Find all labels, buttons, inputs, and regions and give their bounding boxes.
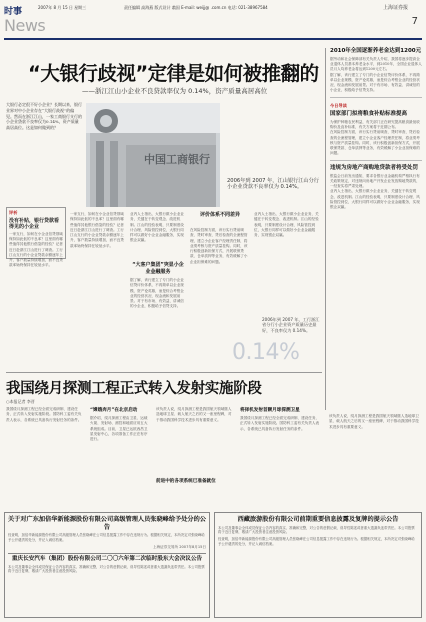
story2-column-3: 该负责人说，绕月探测工程是我国航天领域继人造地球卫星、载人航天之后的又一座里程碑，对于推动我国科学技术进步具有重要意义。 [156,407,232,422]
story2-headline: 我国绕月探测工程正式转入发射实施阶段 [6,381,262,397]
lead-intro: 大银行必定很不好小企业？长期以来，银行业界对中小企业存在“大银行歧视”的偏见。然而在浙江江山，一家工商银行支行的小企业贷款不良率仅为0.14%，资产质量高居高位。这是如何做到的？ [6,102,82,131]
notice-left [4,512,210,618]
lead-subhead-2: 评价体系不同差异 [199,212,240,218]
sidebar-headline-3: 违规为房地产商购地贷款者将受处罚 [330,164,419,171]
notice-2-title: 重庆长安汽车（集团）股份有限公司二〇〇六年第二次临时股东大会决议公告 [8,553,206,563]
notice-right [214,512,422,618]
lead-column-1: 一家支行，如何在小企业信贷领域保持如此低的不良率？这里面有哪些值得其他银行借鉴的经验？记者近日赴浙江江山进行了调查。工行江山支行的小企业贷款余额逐年上升，客户数量持续增加，而不良贷款率始终保持在较低水平。 [70,212,124,248]
comment-box [6,207,66,268]
photo-caption: 2006年到 2007 年，江山银行江山分行小企业贷款不良率仅为 0.14%。 [227,178,319,190]
bank-photo [86,103,220,207]
figure-note: 2006年到 2007 年，工行浙江省分行小企业资产质量历史最好，不良率仅为 0.14%。 [262,317,320,333]
sidebar-divider-2 [330,160,422,161]
masthead [4,4,422,44]
sidebar-divider [330,97,422,98]
sidebar-headline-1: 2010年全国逐渐养老金达到1200元 [330,48,422,54]
lead-column-2-top: 业内人士指出，大银行做小企业业务，关键在于转变观念、改进机制。江山的经验表明，只要制度设计合理、风险管控到位，大银行同样可以做好小企业金融服务，实现银企双赢。 [130,212,184,243]
story2-column-4: 我国绕月探测工程已经全面完成研制、建设任务，正式转入发射实施阶段。国防科工委有关负责人表示，各系统已具备执行发射任务的条件。 [240,416,320,431]
bank-sign-text: 中国工商银行 [144,153,210,166]
notice-1-title: 关于对广东加倍华新能源股份有限公司高级管理人员张晓峰给予处分的公告 [8,516,206,531]
notice-3-text-b: 经查明，加倍华新能源股份有限公司高级管理人员张晓峰在公司信息披露工作中存在违规行为。根据相关规定，本所决定对张晓峰给予公开谴责的处分，并记入诚信档案。 [218,537,415,546]
story2-byline: ○本报记者 李晋 [6,399,35,404]
sidebar-text-1: 据劳动和社会保障部有关负责人介绍，我国将逐步提高企业退休人员基本养老金水平，到2010年，全国企业退休人员月人均养老金将达到1200元左右。 [330,57,422,72]
page-number: 7 [411,16,418,27]
sidebar-text-1b: 据了解，该行建立了专门的小企业信贷评价体系，不再简单以企业规模、资产论英雄，而是综合考察企业的经营状况、现金流和发展前景。对于有市场、有效益、讲诚信的小企业，积极给予信贷支持。 [330,72,420,93]
notice-1-text: 经查明，加倍华新能源股份有限公司高级管理人员张晓峰在公司信息披露工作中存在违规行为。根据相关规定，本所决定对张晓峰给予公开谴责的处分，并记入诚信档案。 [8,533,205,542]
sidebar-headline-2: 国家部门拟将粮食补贴标准提高 [330,110,408,117]
masthead-rule [4,38,422,40]
paper-name: 上海证券报 [382,5,408,11]
lead-column-2: 据了解，该行建立了专门的小企业信贷评价体系，不再简单以企业规模、资产论英雄，而是综合考察企业的经营状况、现金流和发展前景。对于有市场、有效益、讲诚信的小企业，积极给予信贷支持。 [130,278,184,309]
section-name: 时事 [4,7,23,17]
sidebar-lower-text: 该负责人说，绕月探测工程是我国航天领域继人造地球卫星、载人航天之后的又一座里程碑，对于推动我国科学技术进步具有重要意义。 [329,414,419,429]
story2-column-2: 据介绍，绕月探测工程由卫星、运载火箭、发射场、测控和地面应用五大系统组成。目前，卫星已运抵西昌卫星发射中心，各项准备工作正在有序进行。 [90,416,148,442]
comment-headline: 没有补贴，银行贷款看得见的小企业 [9,218,60,230]
comment-text: 一家支行，如何在小企业信贷领域保持如此低的不良率？这里面有哪些值得其他银行借鉴的经验？记者近日赴浙江江山进行了调查。工行江山支行的小企业贷款余额逐年上升，客户数量持续增加，而不良贷款率始终保持在较低水平。 [9,232,63,268]
lead-column-3: 在风险控制方面，该行实行贷前调查、贷时审查、贷后检查的全流程管理，建立小企业客户经理责任制，将业绩考核与资产质量挂钩。同时，该行积极创新担保方式，开展联保贷款、仓单质押等业务，有效缓解了小企业担保难的问题。 [190,228,248,264]
sidebar-text-3b: 业内人士指出，大银行做小企业业务，关键在于转变观念、改进机制。江山的经验表明，只要制度设计合理、风险管控到位，大银行同样可以做好小企业金融服务，实现银企双赢。 [330,189,420,210]
big-figure: 0.14% [232,340,300,365]
desk-line: 责任编辑 高海燕 版式设计 翁国 E-mail: weijj@ .com.cn 电话: 021-38967584 [124,5,268,10]
story2-subhead-1: “嫦娥奔月”在北京启动 [90,408,138,413]
sidebar-text-3: 银监会日前发出通知，要求各银行业金融机构严格执行有关政策规定，对违规向房地产开发企业发放购地贷款的，一经查实将严肃处理。 [330,173,420,189]
notice-2-text: 本公司及董事会全体成员保证公告内容的真实、准确和完整，对公告的虚假记载、误导性陈述或者重大遗漏负连带责任。本公司股票将于近日复牌，敬请广大投资者注意投资风险。 [8,564,205,574]
story2-column-1: 我国绕月探测工程已经全面完成研制、建设任务，正式转入发射实施阶段。国防科工委有关负责人表示，各系统已具备执行发射任务的条件。 [6,407,82,422]
notice-1-footer: 上海证券交易所 2007年8月15日 [152,544,206,549]
date-line: 2007年 8 月 15 日 星期三 [38,5,87,10]
lead-subheadline: ——浙江江山小企业不良贷款率仅为 0.14%，资产质量高居高位 [82,87,268,95]
news-wordmark: News [4,16,46,35]
sidebar-text-2b: 在风险控制方面，该行实行贷前调查、贷时审查、贷后检查的全流程管理，建立小企业客户经理责任制，将业绩考核与资产质量挂钩。同时，该行积极创新担保方式，开展联保贷款、仓单质押等业务，有效缓解了小企业担保难的问题。 [330,130,420,156]
story2-subhead-3: 将择机发射首颗月球探测卫星 [240,408,300,413]
sidebar-kicker: 今日导读 [330,102,347,108]
lead-column-4: 业内人士指出，大银行做小企业业务，关键在于转变观念、改进机制。江山的经验表明，只要制度设计合理、风险管控到位，大银行同样可以做好小企业金融服务，实现银企双赢。 [254,212,319,238]
comment-kicker: 评析 [9,210,18,215]
bank-facade-image [86,103,220,207]
story2-subhead-2: 前进中的各项系统已准备就位 [156,479,216,484]
story-divider [6,372,322,373]
notice-3-text: 本公司及董事会全体成员保证公告内容的真实、准确和完整，对公告的虚假记载、误导性陈述或者重大遗漏负连带责任。本公司股票将于近日复牌，敬请广大投资者注意投资风险。 [218,525,415,535]
lead-headline: “大银行歧视”定律是如何被推翻的 [28,62,319,85]
notice-3-title: 西藏旅游股份有限公司前期重要信息披露及复牌的提示公告 [237,516,399,523]
lead-subhead-1: “大客户集团”突显小企业金融服务 [132,262,184,275]
sidebar [325,48,422,410]
sidebar-text-2: 为保护种粮农民利益，有关部门正在研究提高粮食最低收购价及直补标准，有关方案将于近期公布。 [330,119,420,130]
